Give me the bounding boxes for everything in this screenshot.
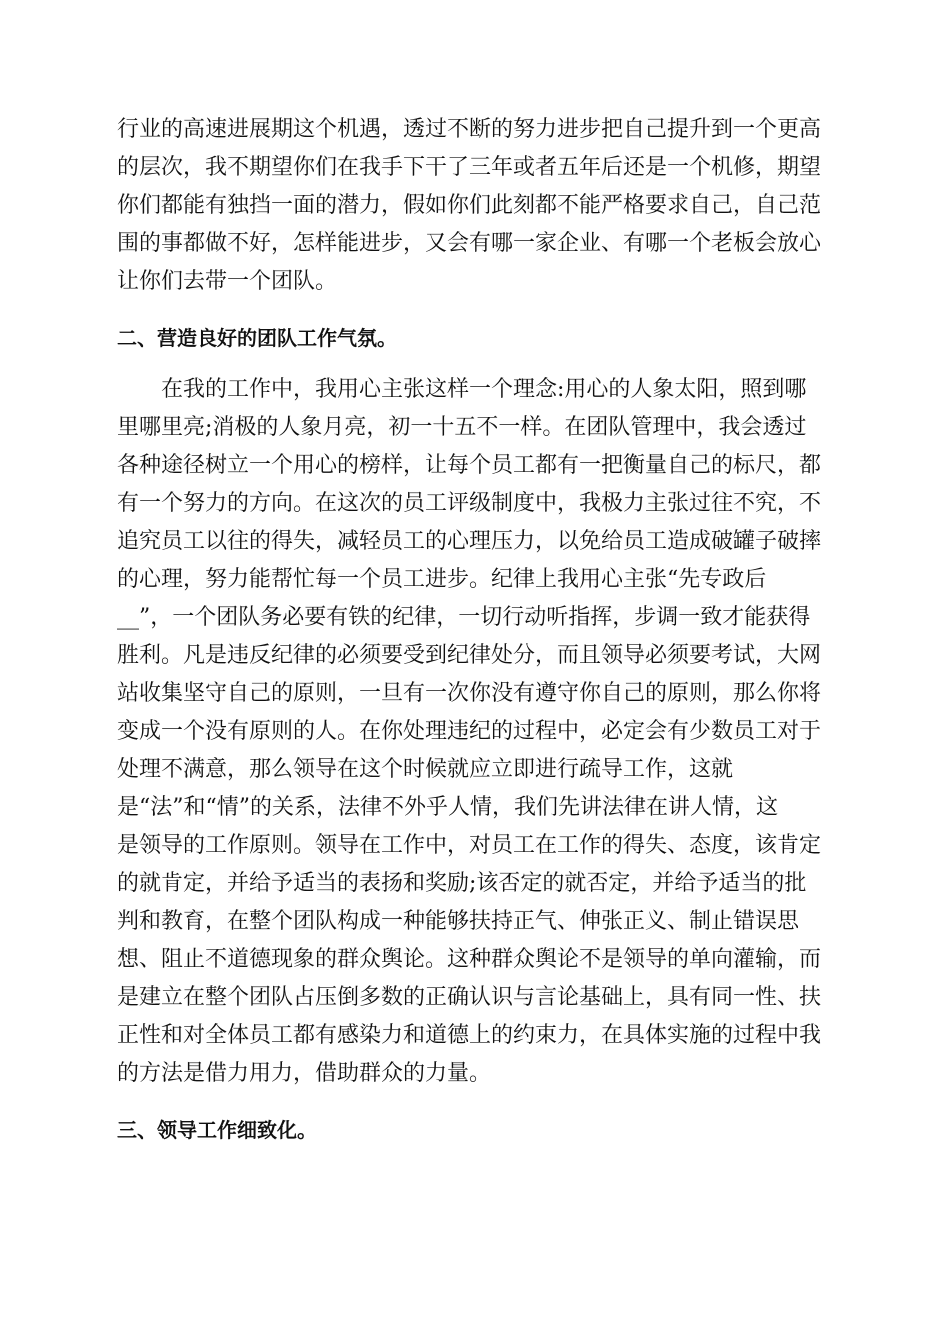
paragraph-2-line-1: 在我的工作中，我用心主张这样一个理念:用心的人象太阳，照到哪 xyxy=(161,377,807,402)
paragraph-2-line-18: 正性和对全体员工都有感染力和道德上的约束力，在具体实施的过程中我 xyxy=(117,1023,822,1048)
paragraph-1-line-2: 的层次，我不期望你们在我手下干了三年或者五年后还是一个机修，期望 xyxy=(117,155,822,180)
paragraph-2-line-4: 有一个努力的方向。在这次的员工评级制度中，我极力主张过往不究，不 xyxy=(117,491,822,516)
paragraph-2-line-5: 追究员工以往的得失，减轻员工的心理压力，以免给员工造成破罐子破摔 xyxy=(117,529,822,554)
paragraph-2-line-9: 站收集坚守自己的原则，一旦有一次你没有遵守你自己的原则，那么你将 xyxy=(117,681,822,706)
paragraph-2-line-17: 是建立在整个团队占压倒多数的正确认识与言论基础上，具有同一性、扶 xyxy=(117,985,822,1010)
paragraph-1-line-3: 你们都能有独挡一面的潜力，假如你们此刻都不能严格要求自己，自己范 xyxy=(117,193,822,218)
paragraph-2-line-14: 的就肯定，并给予适当的表扬和奖励;该否定的就否定，并给予适当的批 xyxy=(117,871,807,896)
paragraph-2-line-6: 的心理，努力能帮忙每一个员工进步。纪律上我用心主张“先专政后 xyxy=(117,567,767,592)
paragraph-2-line-8: 胜利。凡是违反纪律的必须要受到纪律处分，而且领导必须要考试，大网 xyxy=(117,643,822,668)
paragraph-2-line-3: 各种途径树立一个用心的榜样，让每个员工都有一把衡量自己的标尺，都 xyxy=(117,453,822,478)
paragraph-2-line-15: 判和教育，在整个团队构成一种能够扶持正气、伸张正义、制止错误思 xyxy=(117,909,800,934)
section-heading-3: 三、领导工作细致化。 xyxy=(117,1118,317,1142)
section-heading-2: 二、营造良好的团队工作气氛。 xyxy=(117,326,397,350)
paragraph-2-line-16: 想、阻止不道德现象的群众舆论。这种群众舆论不是领导的单向灌输，而 xyxy=(117,947,822,972)
paragraph-2-line-19: 的方法是借力用力，借助群众的力量。 xyxy=(117,1061,492,1086)
paragraph-2-line-12: 是“法”和“情”的关系，法律不外乎人情，我们先讲法律在讲人情，这 xyxy=(117,795,778,820)
paragraph-2-line-10: 变成一个没有原则的人。在你处理违纪的过程中，必定会有少数员工对于 xyxy=(117,719,822,744)
paragraph-2-line-13: 是领导的工作原则。领导在工作中，对员工在工作的得失、态度，该肯定 xyxy=(117,833,822,858)
paragraph-2-line-7: __”，一个团队务必要有铁的纪律，一切行动听指挥，步调一致才能获得 xyxy=(117,605,811,630)
paragraph-1-line-1: 行业的高速进展期这个机遇，透过不断的努力进步把自己提升到一个更高 xyxy=(117,117,822,142)
paragraph-2-line-2: 里哪里亮;消极的人象月亮，初一十五不一样。在团队管理中，我会透过 xyxy=(117,415,807,440)
paragraph-1-line-4: 围的事都做不好，怎样能进步，又会有哪一家企业、有哪一个老板会放心 xyxy=(117,231,822,256)
paragraph-2-line-11: 处理不满意，那么领导在这个时候就应立即进行疏导工作，这就 xyxy=(117,757,734,782)
paragraph-1-line-5: 让你们去带一个团队。 xyxy=(117,269,338,294)
